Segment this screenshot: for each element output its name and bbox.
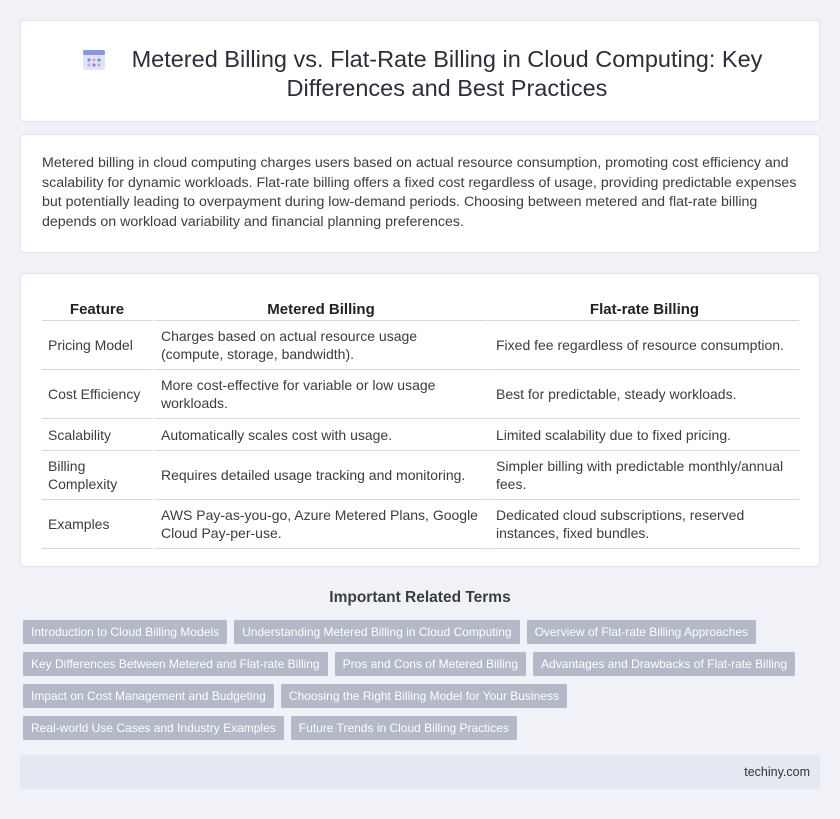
flat-rate-cell: Dedicated cloud subscriptions, reserved instances, fixed bundles. <box>487 500 799 549</box>
column-header-flat-rate: Flat-rate Billing <box>487 295 799 321</box>
intro-paragraph: Metered billing in cloud computing charges users based on actual resource consumption, promoting cost efficiency and scalability for dynamic workloads. Flat-rate billing offers a fixed cost regardless of usage, providing predictable expenses but potentially leading to overpayment during low-demand periods. Choosing between metered and flat-rate billing depends on workload variability and financial planning preferences. <box>42 155 797 230</box>
feature-cell: Cost Efficiency <box>42 370 152 419</box>
feature-cell: Examples <box>42 500 152 549</box>
table-row <box>42 500 799 549</box>
table-row <box>42 419 799 451</box>
flat-rate-cell: Simpler billing with predictable monthly/annual fees. <box>487 451 799 500</box>
related-term-tag[interactable]: Overview of Flat-rate Billing Approaches <box>527 620 756 644</box>
metered-cell: AWS Pay-as-you-go, Azure Metered Plans, Google Cloud Pay-per-use. <box>152 500 487 549</box>
related-term-tag[interactable]: Real-world Use Cases and Industry Examples <box>23 716 284 740</box>
feature-cell: Billing Complexity <box>42 451 152 500</box>
metered-cell: Automatically scales cost with usage. <box>152 419 487 451</box>
related-term-tag[interactable]: Future Trends in Cloud Billing Practices <box>291 716 517 740</box>
table-header-row <box>42 295 799 321</box>
feature-cell: Scalability <box>42 419 152 451</box>
flat-rate-cell: Fixed fee regardless of resource consumption. <box>487 321 799 370</box>
table-row <box>42 370 799 419</box>
related-term-tag[interactable]: Pros and Cons of Metered Billing <box>335 652 526 676</box>
related-term-tag[interactable]: Choosing the Right Billing Model for Your Business <box>281 684 567 708</box>
header-card <box>20 20 820 122</box>
flat-rate-cell: Best for predictable, steady workloads. <box>487 370 799 419</box>
feature-cell: Pricing Model <box>42 321 152 370</box>
metered-cell: Charges based on actual resource usage (compute, storage, bandwidth). <box>152 321 487 370</box>
comparison-table-card <box>20 273 820 567</box>
column-header-metered: Metered Billing <box>152 295 487 321</box>
related-terms-list <box>23 620 823 748</box>
metered-cell: Requires detailed usage tracking and monitoring. <box>152 451 487 500</box>
footer <box>20 755 820 789</box>
related-term-tag[interactable]: Understanding Metered Billing in Cloud Computing <box>234 620 519 644</box>
related-terms-heading: Important Related Terms <box>329 589 511 606</box>
table-row <box>42 321 799 370</box>
table-row <box>42 451 799 500</box>
column-header-feature: Feature <box>42 295 152 321</box>
footer-site-link[interactable]: techiny.com <box>744 765 810 779</box>
metered-cell: More cost-effective for variable or low usage workloads. <box>152 370 487 419</box>
related-term-tag[interactable]: Introduction to Cloud Billing Models <box>23 620 227 644</box>
comparison-table <box>42 295 799 549</box>
flat-rate-cell: Limited scalability due to fixed pricing. <box>487 419 799 451</box>
related-term-tag[interactable]: Impact on Cost Management and Budgeting <box>23 684 274 708</box>
intro-card <box>20 134 820 253</box>
calendar-grid-icon <box>81 47 107 73</box>
page-title: Metered Billing vs. Flat-Rate Billing in Cloud Computing: Key Differences and Best Practices <box>131 46 763 101</box>
related-term-tag[interactable]: Advantages and Drawbacks of Flat-rate Billing <box>533 652 795 676</box>
related-term-tag[interactable]: Key Differences Between Metered and Flat-rate Billing <box>23 652 328 676</box>
